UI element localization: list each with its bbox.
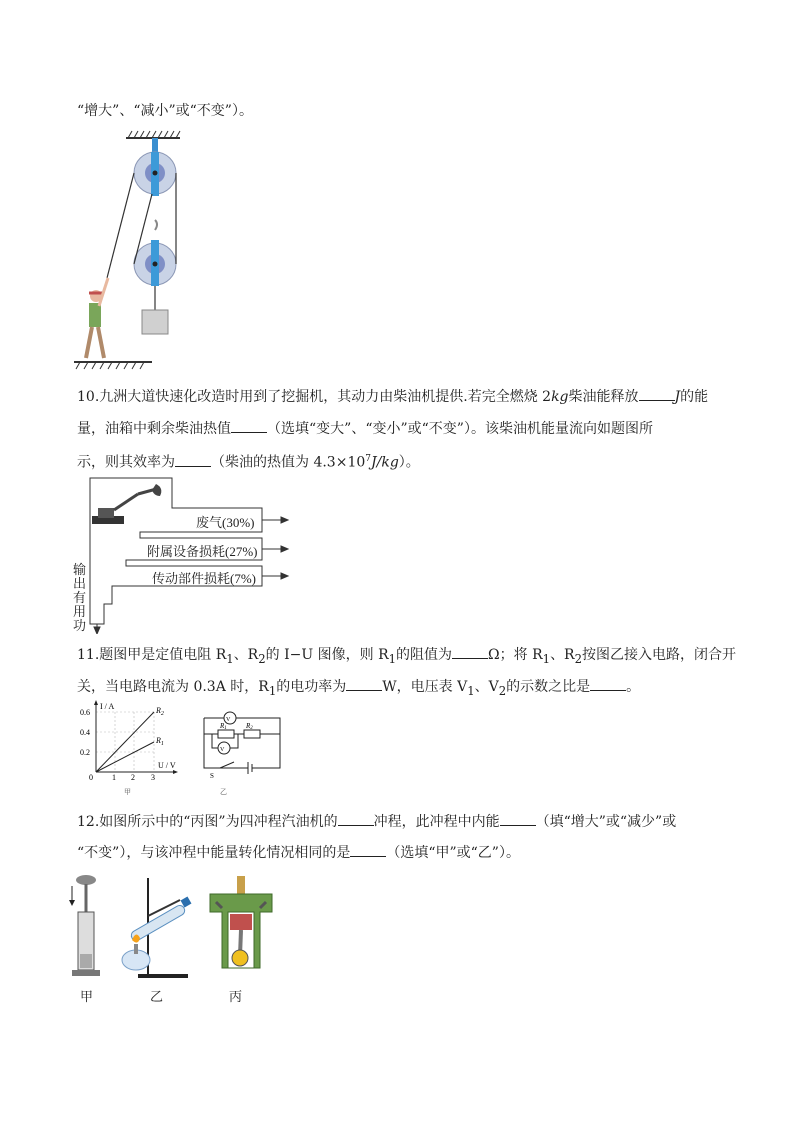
subscript: 2 (258, 651, 266, 666)
subscript: 1 (542, 651, 551, 666)
q12-line-2 (77, 842, 520, 863)
q10-text: （选填“变大”、“变小”或“不变”）。该柴油机能量流向如题图所 (267, 421, 653, 437)
q10-text: 量，油箱中剩余柴油热值 (77, 421, 231, 437)
output-char: 功 (73, 619, 87, 634)
q11-text: 。 (626, 679, 641, 695)
line-label-r2: $R_2$ (156, 706, 164, 717)
ytick: 0.4 (80, 728, 90, 737)
piston-figure (66, 872, 106, 984)
iu-graph (74, 700, 184, 796)
q11-text: 、V (474, 679, 499, 695)
xtick: 3 (151, 773, 155, 782)
answer-blank[interactable] (175, 452, 211, 467)
graph-caption: 甲 (124, 788, 131, 796)
output-char: 出 (73, 577, 87, 592)
answer-blank[interactable] (338, 811, 374, 826)
caption-bing: 丙 (229, 990, 243, 1005)
q12-text: （填“增大”或“减少”或 (535, 814, 677, 830)
graph-ylabel: I / A (100, 702, 115, 711)
subscript: 1 (467, 683, 475, 698)
q11-line-1 (77, 644, 736, 669)
subscript: 2 (574, 651, 583, 666)
caption-jia: 甲 (80, 990, 94, 1005)
q11-text: 的示数之比是 (506, 679, 591, 695)
q11-text: Ω；将 R (488, 647, 543, 663)
q10-text: （柴油的热值为 4.3×10 (211, 454, 366, 471)
answer-blank[interactable] (590, 676, 626, 691)
pulley-figure (72, 128, 202, 374)
subscript: 1 (388, 651, 397, 666)
q11-line-2 (77, 676, 640, 701)
q11-text: 关，当电路电流为 0.3A 时，R (77, 679, 269, 695)
subscript: 1 (226, 651, 234, 666)
circuit-label-r1: R1 (220, 722, 227, 731)
flow-label-exhaust: 废气(30%) (196, 515, 255, 530)
q11-text: 的电功率为 (276, 679, 347, 695)
q11-text: 的阻值为 (396, 647, 453, 663)
q10-text: 的能 (680, 389, 709, 405)
svg-text:V: V (226, 717, 231, 723)
ytick: 0.2 (80, 748, 90, 757)
answer-blank[interactable] (452, 644, 488, 659)
line-label-r1: $R_1$ (156, 736, 164, 747)
flow-label-output (73, 564, 86, 634)
q10-line-2 (77, 418, 653, 439)
switch-label: S (210, 772, 214, 780)
subscript: 2 (498, 683, 507, 698)
answer-blank[interactable] (346, 676, 382, 691)
q10-text: 柴油能释放 (568, 389, 639, 405)
q11-text: 、R (550, 647, 575, 663)
circuit-label-r2: R2 (246, 722, 253, 731)
unit-j: J (674, 389, 681, 405)
unit-kg: kg (551, 389, 569, 405)
output-char: 有 (73, 591, 87, 606)
answer-blank[interactable] (639, 386, 675, 401)
q11-text: 、R (233, 647, 259, 663)
q11-text: 的 I−U 图像，则 R (265, 647, 389, 663)
output-char: 用 (73, 605, 87, 620)
q10-text: ）。 (398, 454, 420, 471)
graph-xlabel: U / V (158, 761, 176, 770)
engine-figure (204, 872, 278, 984)
circuit-diagram (190, 704, 290, 796)
q10-line-3 (77, 449, 420, 473)
test-tube-figure (118, 872, 198, 984)
caption-yi: 乙 (150, 990, 164, 1005)
svg-text:V: V (220, 747, 225, 753)
flow-label-transmission: 传动部件损耗(7%) (152, 571, 256, 586)
q12-line-1 (77, 811, 676, 832)
q10-text: 10.九洲大道快速化改造时用到了挖掘机，其动力由柴油机提供.若完全燃烧 2 (77, 389, 552, 405)
q11-text: 11.题图甲是定值电阻 R (77, 647, 227, 663)
q12-text: 12.如图所示中的“丙图”为四冲程汽油机的 (77, 814, 338, 830)
xtick: 0 (89, 773, 93, 782)
q11-text: 按图乙接入电路，闭合开 (582, 647, 737, 663)
output-char: 输 (73, 563, 87, 578)
unit-jkg: J/kg (371, 454, 399, 471)
answer-blank[interactable] (231, 418, 267, 433)
q10-text: 示，则其效率为 (77, 454, 175, 471)
exponent: 7 (365, 454, 371, 464)
answer-blank[interactable] (350, 842, 386, 857)
q12-text: （选填“甲”或“乙”）。 (386, 845, 520, 861)
flow-label-aux: 附属设备损耗(27%) (147, 544, 258, 559)
answer-blank[interactable] (500, 811, 536, 826)
circuit-caption: 乙 (220, 788, 227, 796)
subscript: 1 (268, 683, 277, 698)
q10-line-1 (77, 386, 708, 407)
ytick: 0.6 (80, 708, 90, 717)
q12-text: “不变”），与该冲程中能量转化情况相同的是 (77, 845, 351, 861)
q9-text-tail: “增大”、“减小”或“不变”）。 (77, 103, 253, 119)
xtick: 2 (131, 773, 135, 782)
xtick: 1 (112, 773, 116, 782)
q11-text: W，电压表 V (382, 679, 468, 695)
q12-text: 冲程，此冲程中内能 (373, 814, 500, 830)
